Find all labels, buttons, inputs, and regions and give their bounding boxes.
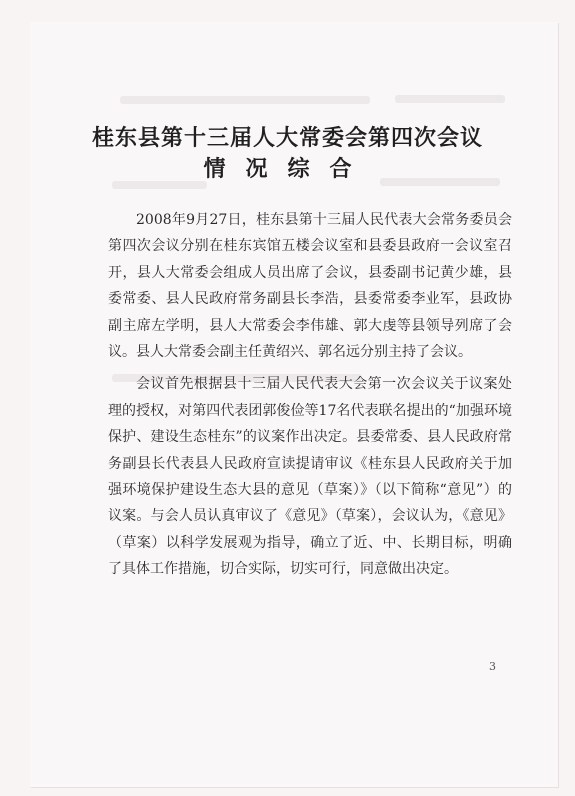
document-body	[108, 207, 512, 583]
document-subtitle: 情况综合	[203, 156, 372, 182]
document-title: 桂东县第十三届人大常委会第四次会议	[91, 125, 483, 151]
bleed-through-line	[395, 95, 505, 103]
bleed-through-line	[120, 96, 370, 104]
page-number: 3	[489, 660, 496, 673]
paragraph-1: 2008年9月27日，桂东县第十三届人民代表大会常务委员会第四次会议分别在桂东宾馆五楼会议室和县委县政府一会议室召开，县人大常委会组成人员出席了会议，县委副书记黄少雄，县委常委、县人民政府常务副县长李浩，县委常委李业军，县政协副主席左学明，县人大常委会李伟雄、郭大虔等县领导列席了会议。县人大常委会副主任黄绍兴、郭名远分别主持了会议。	[108, 212, 512, 361]
paragraph-2: 会议首先根据县十三届人民代表大会第一次会议关于议案处理的授权，对第四代表团郭俊俭等17名代表联名提出的“加强环境保护、建设生态桂东”的议案作出决定。县委常委、县人民政府常务副县长代表县人民政府宣读提请审议《桂东县人民政府关于加强环境保护建设生态大县的意见（草案）》（以下简称“意见”）的议案。与会人员认真审议了《意见》（草案），会议认为，《意见》（草案）以科学发展观为指导，确立了近、中、长期目标，明确了具体工作措施，切合实际，切实可行，同意做出决定。	[108, 376, 512, 578]
